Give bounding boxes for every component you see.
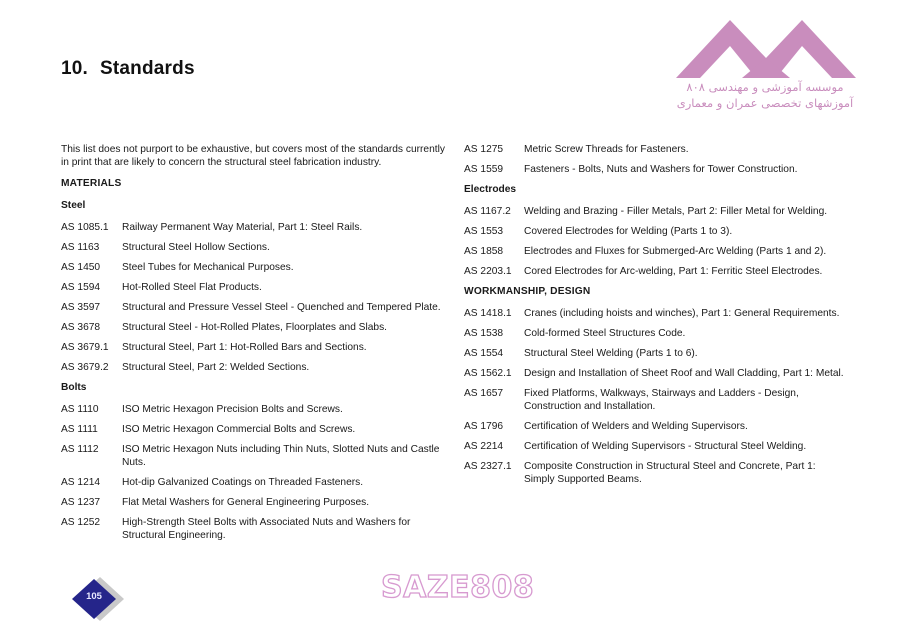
bolts-heading: Bolts [61, 382, 87, 393]
logo-line-1: موسسه آموزشی و مهندسی ۸۰۸ [686, 80, 844, 94]
standard-desc: Structural Steel - Hot-Rolled Plates, Floorplates and Slabs. [122, 322, 387, 333]
section-title: Standards [100, 58, 195, 79]
standard-entry [464, 327, 844, 340]
standard-entry [61, 321, 446, 334]
standard-desc: Steel Tubes for Mechanical Purposes. [122, 262, 294, 273]
left-column [61, 143, 446, 549]
standard-code: AS 1538 [464, 328, 504, 339]
standard-code: AS 2214 [464, 441, 504, 452]
bolts-list [61, 403, 446, 542]
standard-desc: ISO Metric Hexagon Nuts including Thin Nuts, Slotted Nuts and Castle Nuts. [122, 444, 440, 468]
standard-entry [464, 245, 844, 258]
standard-desc: Structural and Pressure Vessel Steel - Quenched and Tempered Plate. [122, 302, 441, 313]
standard-entry [61, 423, 446, 436]
standard-desc: Structural Steel, Part 2: Welded Sections. [122, 362, 310, 373]
standard-code: AS 1167.2 [464, 206, 511, 217]
standard-code: AS 1450 [61, 262, 101, 273]
right-column [464, 143, 844, 493]
materials-heading: MATERIALS [61, 178, 122, 189]
standard-desc: Hot-Rolled Steel Flat Products. [122, 282, 262, 293]
standard-entry [61, 443, 446, 469]
standard-code: AS 2327.1 [464, 461, 512, 472]
standard-entry [61, 281, 446, 294]
standard-code: AS 1112 [61, 444, 99, 455]
page-number: 105 [86, 591, 102, 602]
standard-code: AS 1553 [464, 226, 504, 237]
standard-entry [464, 460, 844, 486]
standard-entry [464, 307, 844, 320]
standard-desc: Hot-dip Galvanized Coatings on Threaded Fasteners. [122, 477, 364, 488]
page-title [61, 58, 195, 80]
section-number: 10. [61, 58, 89, 79]
bolts-list-continued [464, 143, 844, 176]
standard-code: AS 3678 [61, 322, 101, 333]
standard-code: AS 1554 [464, 348, 504, 359]
logo-line-2: آموزشهای تخصصی عمران و معماری [676, 96, 854, 110]
standard-desc: Cranes (including hoists and winches), Part 1: General Requirements. [524, 308, 840, 319]
electrodes-heading: Electrodes [464, 184, 517, 195]
standard-code: AS 1252 [61, 517, 101, 528]
standard-desc: Structural Steel Hollow Sections. [122, 242, 270, 253]
standard-code: AS 1163 [61, 242, 100, 253]
standard-entry [464, 367, 844, 380]
standard-desc: Electrodes and Fluxes for Submerged-Arc Welding (Parts 1 and 2). [524, 246, 827, 257]
standard-code: AS 1214 [61, 477, 101, 488]
standard-desc: Certification of Welding Supervisors - Structural Steel Welding. [524, 441, 807, 452]
standard-desc: High-Strength Steel Bolts with Associated Nuts and Washers for Structural Engineering. [122, 517, 411, 541]
standard-desc: ISO Metric Hexagon Commercial Bolts and Screws. [122, 424, 356, 435]
standard-code: AS 2203.1 [464, 266, 512, 277]
standard-code: AS 1796 [464, 421, 504, 432]
standard-desc: Fasteners - Bolts, Nuts and Washers for Tower Construction. [524, 164, 798, 175]
steel-list [61, 221, 446, 374]
standard-code: AS 3597 [61, 302, 101, 313]
page-number-badge [70, 575, 130, 621]
standard-desc: Covered Electrodes for Welding (Parts 1 to 3). [524, 226, 733, 237]
standard-code: AS 1110 [61, 404, 99, 415]
standard-code: AS 3679.1 [61, 342, 109, 353]
standard-entry [61, 221, 446, 234]
standard-desc: ISO Metric Hexagon Precision Bolts and Screws. [122, 404, 343, 415]
standard-desc: Metric Screw Threads for Fasteners. [524, 144, 689, 155]
standard-code: AS 1085.1 [61, 222, 109, 233]
standard-code: AS 1418.1 [464, 308, 512, 319]
standard-entry [464, 163, 844, 176]
standard-desc: Design and Installation of Sheet Roof and Wall Cladding, Part 1: Metal. [524, 368, 844, 379]
standard-code: AS 1275 [464, 144, 504, 155]
standard-desc: Welding and Brazing - Filler Metals, Part 2: Filler Metal for Welding. [524, 206, 828, 217]
logo-mountain-icon [672, 18, 858, 80]
workmanship-heading: WORKMANSHIP, DESIGN [464, 286, 591, 297]
standard-entry [61, 496, 446, 509]
intro-paragraph: This list does not purport to be exhaustive, but covers most of the standards currently in print that are likely to concern the structural steel fabrication industry. [61, 144, 445, 168]
steel-heading: Steel [61, 200, 86, 211]
standard-desc: Cored Electrodes for Arc-welding, Part 1: Ferritic Steel Electrodes. [524, 266, 823, 277]
standard-entry [464, 225, 844, 238]
electrodes-list [464, 205, 844, 278]
workmanship-list [464, 307, 844, 486]
standard-entry [61, 476, 446, 489]
standard-entry [61, 361, 446, 374]
standard-desc: Railway Permanent Way Material, Part 1: Steel Rails. [122, 222, 363, 233]
standard-entry [61, 261, 446, 274]
standard-entry [464, 347, 844, 360]
standard-entry [464, 265, 844, 278]
standard-entry [61, 241, 446, 254]
standard-code: AS 1111 [61, 424, 98, 435]
standard-desc: Structural Steel Welding (Parts 1 to 6). [524, 348, 698, 359]
standard-code: AS 1237 [61, 497, 101, 508]
standard-entry [464, 420, 844, 433]
institute-logo [672, 18, 858, 128]
watermark: SAZE808 [381, 570, 535, 605]
standard-code: AS 1559 [464, 164, 504, 175]
standard-desc: Composite Construction in Structural Steel and Concrete, Part 1: Simply Supported Beams. [524, 461, 816, 485]
standard-entry [61, 301, 446, 314]
standard-code: AS 3679.2 [61, 362, 109, 373]
standard-entry [61, 341, 446, 354]
standard-entry [464, 205, 844, 218]
standard-entry [464, 387, 844, 413]
standard-desc: Structural Steel, Part 1: Hot-Rolled Bars and Sections. [122, 342, 367, 353]
standard-desc: Cold-formed Steel Structures Code. [524, 328, 686, 339]
standard-entry [61, 516, 446, 542]
standard-desc: Fixed Platforms, Walkways, Stairways and Ladders - Design, Construction and Installation. [524, 388, 799, 412]
standard-code: AS 1562.1 [464, 368, 512, 379]
standard-entry [464, 143, 844, 156]
standard-desc: Certification of Welders and Welding Supervisors. [524, 421, 748, 432]
standard-entry [61, 403, 446, 416]
standard-code: AS 1858 [464, 246, 504, 257]
standard-code: AS 1594 [61, 282, 101, 293]
standard-desc: Flat Metal Washers for General Engineering Purposes. [122, 497, 370, 508]
standard-entry [464, 440, 844, 453]
standard-code: AS 1657 [464, 388, 504, 399]
